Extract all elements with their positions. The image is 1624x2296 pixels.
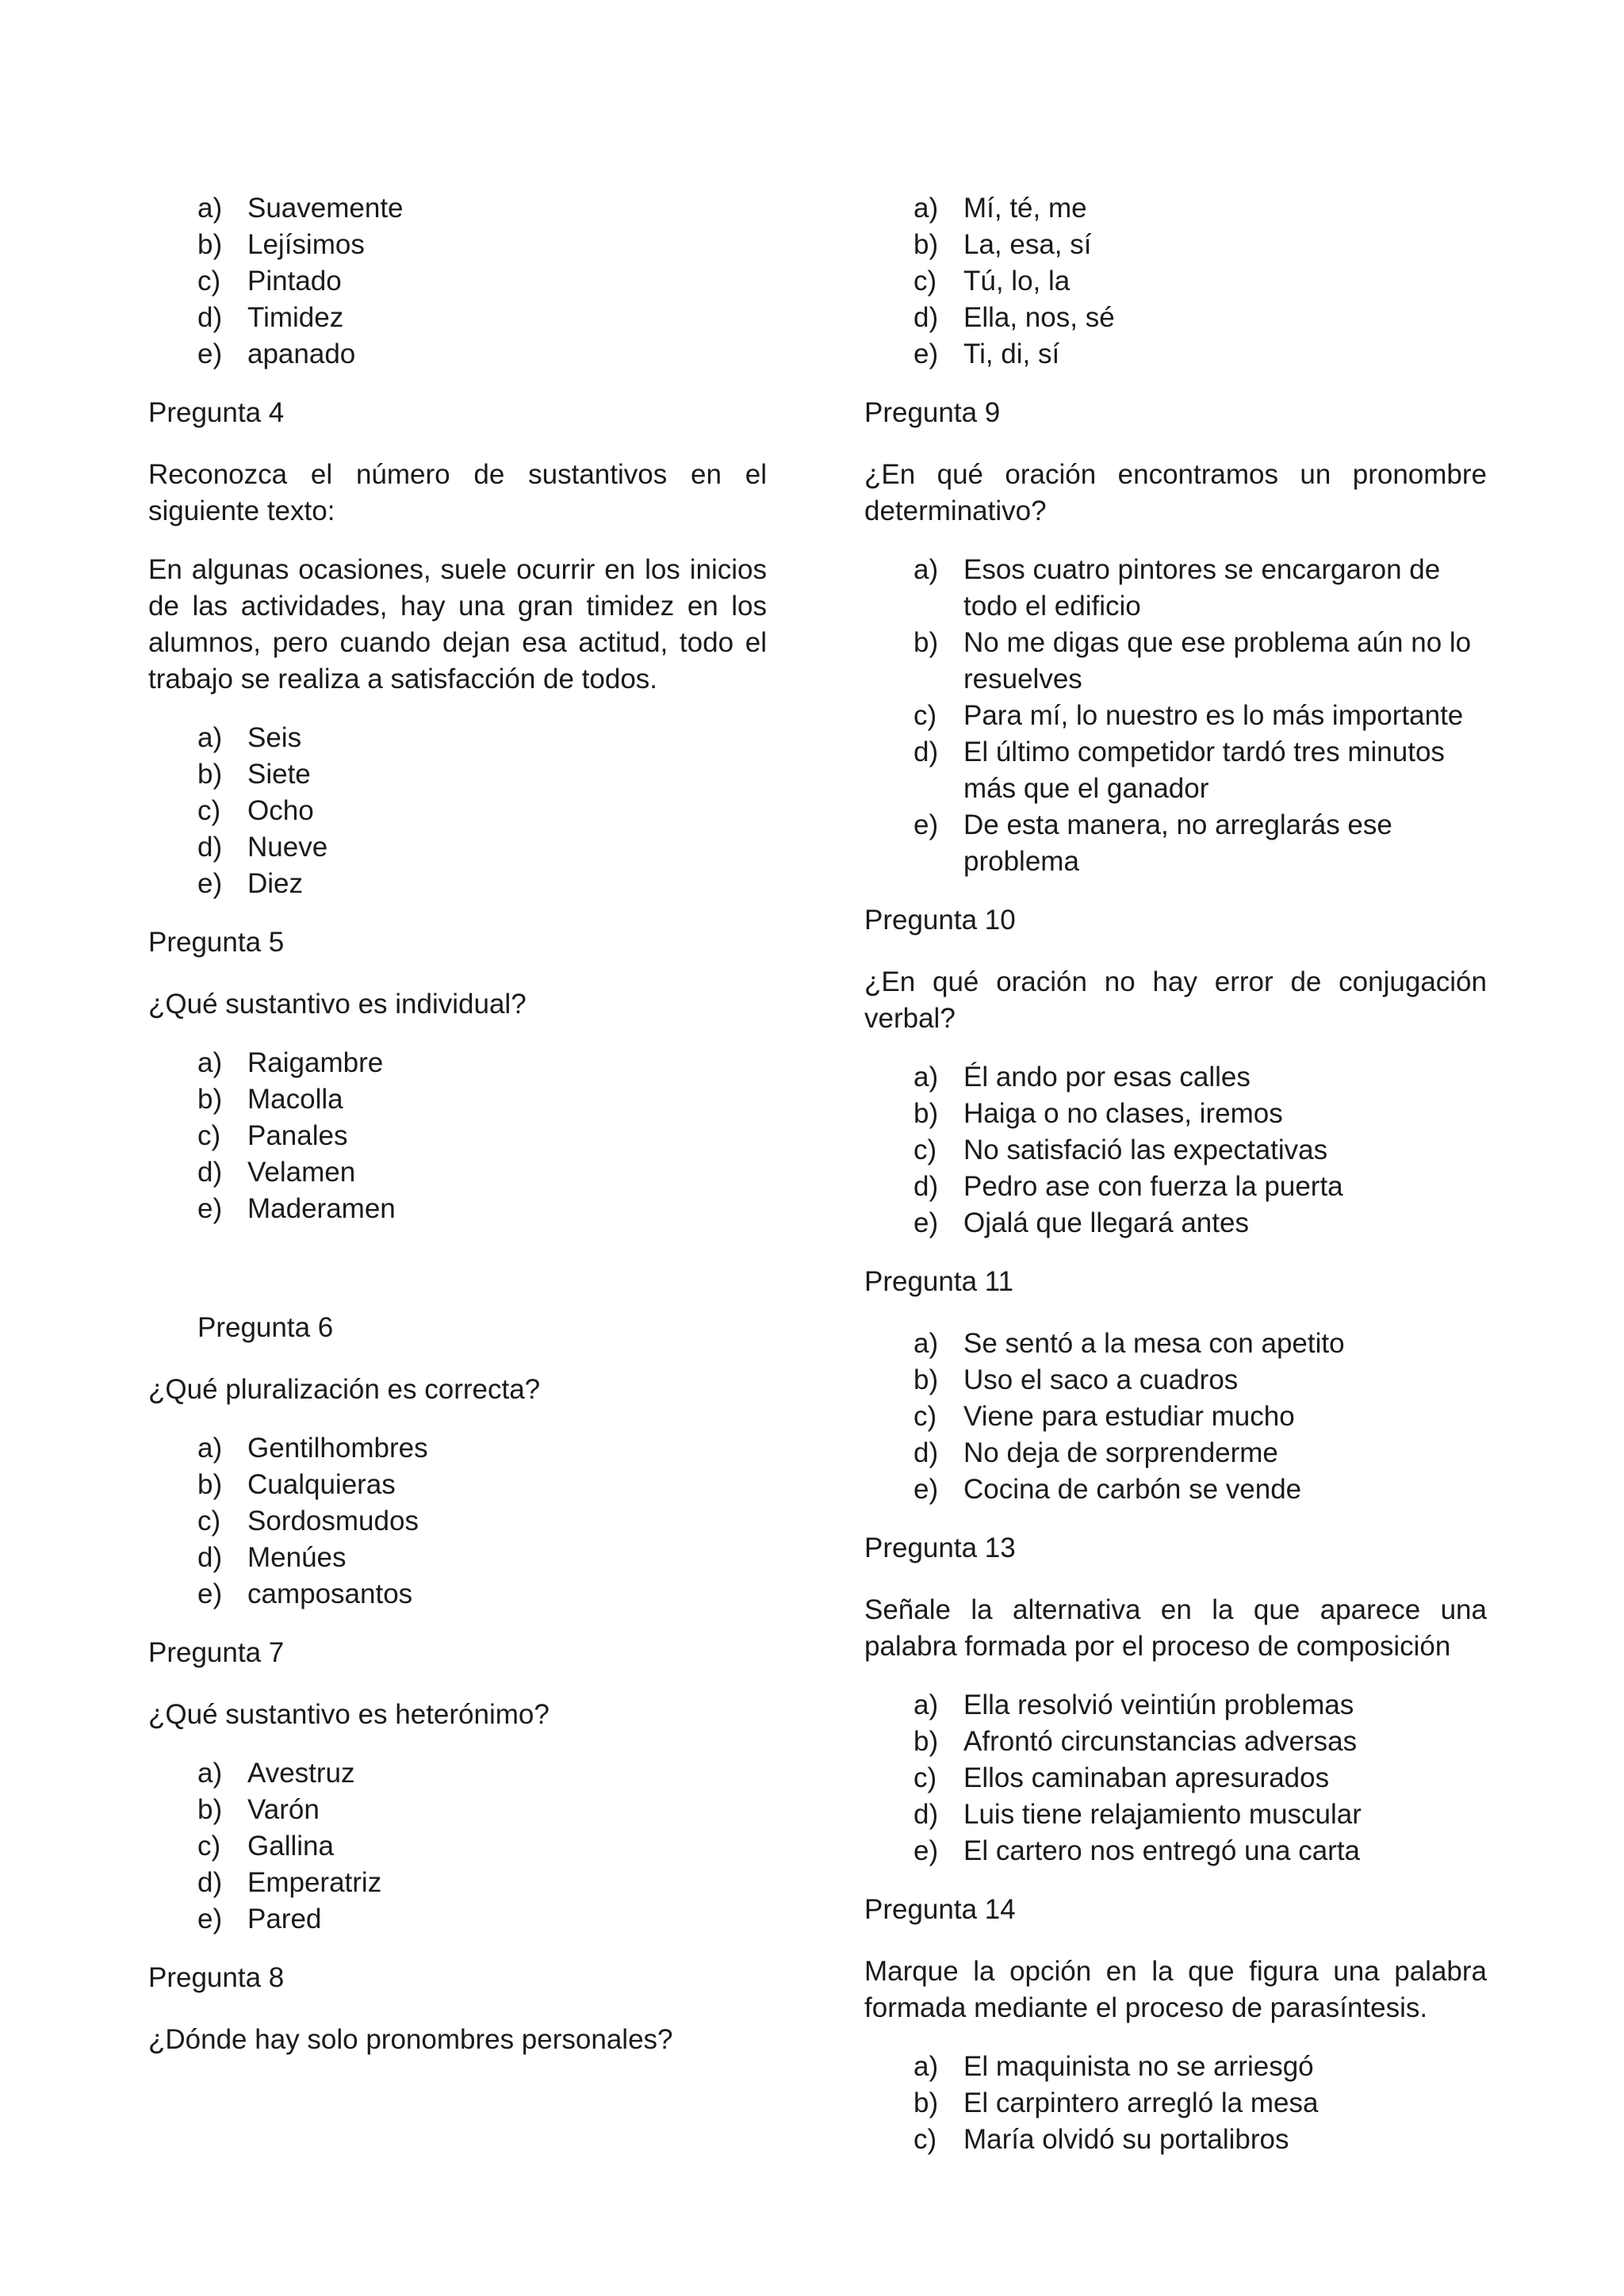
option-text: Se sentó a la mesa con apetito [963, 1328, 1345, 1359]
option-letter: d) [197, 1542, 223, 1573]
option-letter: b) [914, 1726, 939, 1757]
option-item [864, 2122, 1487, 2158]
option-letter: d) [914, 1437, 939, 1468]
question-block [148, 190, 767, 373]
option-letter: d) [914, 1799, 939, 1830]
question-heading: Pregunta 14 [864, 1894, 1016, 1925]
option-letter: c) [914, 1401, 937, 1432]
option-letter: b) [914, 229, 939, 260]
option-item [864, 1362, 1487, 1399]
option-letter: b) [197, 1084, 223, 1115]
option-text: El cartero nos entregó una carta [963, 1835, 1361, 1866]
option-item [864, 1132, 1487, 1169]
option-text: camposantos [247, 1578, 413, 1609]
option-item [148, 263, 767, 300]
option-item [148, 190, 767, 227]
option-text: Emperatriz [247, 1867, 382, 1898]
option-item [148, 1576, 767, 1613]
option-item [148, 1901, 767, 1938]
question-block [864, 1264, 1487, 1508]
option-item [864, 1205, 1487, 1242]
option-item [148, 1081, 767, 1118]
option-text: Avestruz [247, 1758, 355, 1789]
options-list [148, 720, 767, 902]
question-text: Marque la opción en la que figura una palabra formada mediante el proceso de parasíntesis. [864, 1956, 1487, 2023]
option-item [148, 720, 767, 756]
option-letter: a) [197, 722, 223, 753]
option-item [864, 227, 1487, 263]
question-block [148, 1310, 767, 1613]
option-text: No deja de sorprenderme [963, 1437, 1278, 1468]
option-text: No me digas que ese problema aún no lo resuelves [963, 627, 1472, 695]
option-text: No satisfació las expectativas [963, 1135, 1328, 1165]
option-text: El último competidor tardó tres minutos más que el ganador [963, 737, 1445, 804]
option-letter: e) [914, 339, 939, 369]
question-heading: Pregunta 10 [864, 905, 1016, 936]
option-item [148, 300, 767, 336]
question-text: ¿En qué oración no hay error de conjugación verbal? [864, 966, 1487, 1034]
options-list [148, 1430, 767, 1613]
question-text: Señale la alternativa en la que aparece una palabra formada por el proceso de composición [864, 1594, 1487, 1662]
question-heading: Pregunta 4 [148, 397, 285, 428]
option-text: Raigambre [247, 1047, 384, 1078]
option-letter: c) [197, 795, 221, 826]
question-block [864, 1530, 1487, 1869]
option-text: Lejísimos [247, 229, 365, 260]
option-text: Tú, lo, la [963, 266, 1071, 297]
options-list [148, 1045, 767, 1227]
question-text: Reconozca el número de sustantivos en el siguiente texto: [148, 459, 767, 526]
option-letter: b) [914, 627, 939, 658]
option-text: Esos cuatro pintores se encargaron de todo el edificio [963, 554, 1441, 622]
option-item [148, 336, 767, 373]
question-text: ¿Qué sustantivo es individual? [148, 989, 527, 1020]
option-item [864, 1797, 1487, 1833]
option-item [148, 1045, 767, 1081]
option-item [864, 300, 1487, 336]
option-text: Viene para estudiar mucho [963, 1401, 1295, 1432]
option-text: Cualquieras [247, 1469, 396, 1500]
option-item [864, 552, 1487, 625]
option-letter: a) [914, 1328, 939, 1359]
right-column [864, 190, 1487, 2180]
option-letter: d) [197, 832, 223, 863]
option-item [864, 1760, 1487, 1797]
option-item [864, 190, 1487, 227]
option-text: Luis tiene relajamiento muscular [963, 1799, 1362, 1830]
question-block [148, 1635, 767, 1938]
option-text: Gallina [247, 1831, 334, 1862]
option-item [148, 756, 767, 793]
option-item [148, 1118, 767, 1154]
option-letter: e) [197, 339, 223, 369]
option-text: Diez [247, 868, 304, 899]
option-text: Mí, té, me [963, 193, 1087, 224]
option-letter: b) [197, 229, 223, 260]
option-letter: e) [914, 809, 939, 840]
option-letter: a) [197, 1047, 223, 1078]
option-item [148, 227, 767, 263]
option-letter: e) [914, 1207, 939, 1238]
option-item [864, 263, 1487, 300]
options-list [864, 1326, 1487, 1508]
option-item [864, 734, 1487, 807]
option-text: La, esa, sí [963, 229, 1092, 260]
option-item [864, 1833, 1487, 1869]
question-block [864, 1892, 1487, 2158]
option-item [864, 698, 1487, 734]
option-text: Ojalá que llegará antes [963, 1207, 1249, 1238]
option-letter: c) [914, 266, 937, 297]
option-letter: e) [197, 1904, 223, 1934]
option-item [148, 793, 767, 829]
option-letter: b) [914, 1364, 939, 1395]
option-letter: e) [197, 1578, 223, 1609]
options-list [864, 552, 1487, 880]
option-text: Ella, nos, sé [963, 302, 1115, 333]
options-list [148, 1755, 767, 1938]
question-block [864, 395, 1487, 880]
option-letter: d) [197, 1157, 223, 1188]
option-text: Timidez [247, 302, 344, 333]
options-list [148, 190, 767, 373]
option-text: Cocina de carbón se vende [963, 1474, 1302, 1505]
option-text: Ocho [247, 795, 314, 826]
option-text: Sordosmudos [247, 1506, 419, 1536]
option-letter: b) [197, 759, 223, 790]
question-text: ¿Qué sustantivo es heterónimo? [148, 1699, 550, 1730]
option-letter: a) [914, 1689, 939, 1720]
question-heading: Pregunta 8 [148, 1962, 285, 1993]
option-text: Uso el saco a cuadros [963, 1364, 1239, 1395]
option-item [864, 1724, 1487, 1760]
option-text: Siete [247, 759, 311, 790]
option-letter: d) [914, 1171, 939, 1202]
question-heading: Pregunta 13 [864, 1533, 1016, 1563]
option-letter: b) [914, 1098, 939, 1129]
options-list [864, 1059, 1487, 1242]
option-text: El carpintero arregló la mesa [963, 2087, 1319, 2118]
option-text: Menúes [247, 1542, 347, 1573]
question-heading: Pregunta 5 [148, 927, 285, 958]
option-letter: a) [914, 193, 939, 224]
option-item [864, 1399, 1487, 1435]
option-item [148, 1154, 767, 1191]
option-letter: a) [197, 1758, 223, 1789]
option-text: Maderamen [247, 1193, 396, 1224]
option-item [148, 1191, 767, 1227]
question-heading: Pregunta 9 [864, 397, 1001, 428]
option-text: De esta manera, no arreglarás ese problema [963, 809, 1392, 877]
option-letter: a) [197, 1433, 223, 1464]
question-text: ¿Qué pluralización es correcta? [148, 1374, 541, 1405]
option-text: Ti, di, sí [963, 339, 1060, 369]
option-text: Velamen [247, 1157, 356, 1188]
option-letter: a) [914, 1062, 939, 1093]
option-text: Haiga o no clases, iremos [963, 1098, 1283, 1129]
option-text: Seis [247, 722, 302, 753]
option-item [148, 1430, 767, 1467]
options-list [864, 1687, 1487, 1869]
option-text: Ella resolvió veintiún problemas [963, 1689, 1354, 1720]
option-text: Panales [247, 1120, 348, 1151]
option-item [864, 2085, 1487, 2122]
question-block [864, 902, 1487, 1242]
option-item [148, 1467, 767, 1503]
option-item [148, 829, 767, 866]
option-letter: a) [914, 2051, 939, 2082]
option-text: Afrontó circunstancias adversas [963, 1726, 1358, 1757]
option-item [864, 625, 1487, 698]
question-heading: Pregunta 11 [864, 1266, 1014, 1297]
option-letter: d) [197, 302, 223, 333]
option-item [864, 807, 1487, 880]
question-text: ¿Dónde hay solo pronombres personales? [148, 2024, 673, 2055]
option-text: Para mí, lo nuestro es lo más importante [963, 700, 1464, 731]
option-text: Él ando por esas calles [963, 1062, 1251, 1093]
option-item [148, 866, 767, 902]
option-item [864, 1169, 1487, 1205]
option-letter: c) [197, 1506, 221, 1536]
option-item [148, 1792, 767, 1828]
option-item [864, 1471, 1487, 1508]
question-block [864, 190, 1487, 373]
left-column [148, 190, 767, 2080]
option-item [148, 1540, 767, 1576]
option-text: Ellos caminaban apresurados [963, 1762, 1330, 1793]
option-item [148, 1755, 767, 1792]
option-letter: e) [914, 1474, 939, 1505]
option-text: Macolla [247, 1084, 343, 1115]
option-item [148, 1503, 767, 1540]
option-item [864, 1687, 1487, 1724]
option-item [864, 1326, 1487, 1362]
option-text: Pedro ase con fuerza la puerta [963, 1171, 1343, 1202]
options-list [864, 2049, 1487, 2158]
option-letter: e) [197, 1193, 223, 1224]
option-item [148, 1865, 767, 1901]
question-heading: Pregunta 7 [148, 1637, 285, 1668]
option-letter: e) [914, 1835, 939, 1866]
option-letter: c) [197, 1120, 221, 1151]
option-letter: c) [914, 700, 937, 731]
option-letter: e) [197, 868, 223, 899]
option-letter: d) [914, 302, 939, 333]
option-letter: c) [914, 1135, 937, 1165]
option-text: Pared [247, 1904, 322, 1934]
option-letter: d) [197, 1867, 223, 1898]
option-item [864, 1435, 1487, 1471]
option-text: El maquinista no se arriesgó [963, 2051, 1314, 2082]
option-text: Suavemente [247, 193, 404, 224]
option-text: Nueve [247, 832, 328, 863]
option-letter: b) [197, 1794, 223, 1825]
question-block [148, 395, 767, 902]
option-letter: a) [197, 193, 223, 224]
options-list [864, 190, 1487, 373]
option-letter: c) [197, 266, 221, 297]
question-text: ¿En qué oración encontramos un pronombre determinativo? [864, 459, 1487, 526]
option-text: Gentilhombres [247, 1433, 428, 1464]
option-letter: b) [914, 2087, 939, 2118]
option-letter: c) [914, 2124, 937, 2155]
option-item [864, 1096, 1487, 1132]
option-letter: b) [197, 1469, 223, 1500]
option-letter: c) [197, 1831, 221, 1862]
question-text: En algunas ocasiones, suele ocurrir en los inicios de las actividades, hay una gran timidez en los alumnos, pero cuando dejan esa actitud, todo el trabajo se realiza a satisfacción de todos. [148, 554, 767, 695]
option-text: María olvidó su portalibros [963, 2124, 1289, 2155]
option-item [864, 336, 1487, 373]
question-block [148, 924, 767, 1227]
option-item [864, 1059, 1487, 1096]
option-item [148, 1828, 767, 1865]
question-heading: Pregunta 6 [197, 1312, 334, 1343]
option-item [864, 2049, 1487, 2085]
question-block [148, 1960, 767, 2058]
option-letter: c) [914, 1762, 937, 1793]
option-letter: a) [914, 554, 939, 585]
option-text: apanado [247, 339, 356, 369]
option-text: Varón [247, 1794, 320, 1825]
option-letter: d) [914, 737, 939, 767]
option-text: Pintado [247, 266, 342, 297]
